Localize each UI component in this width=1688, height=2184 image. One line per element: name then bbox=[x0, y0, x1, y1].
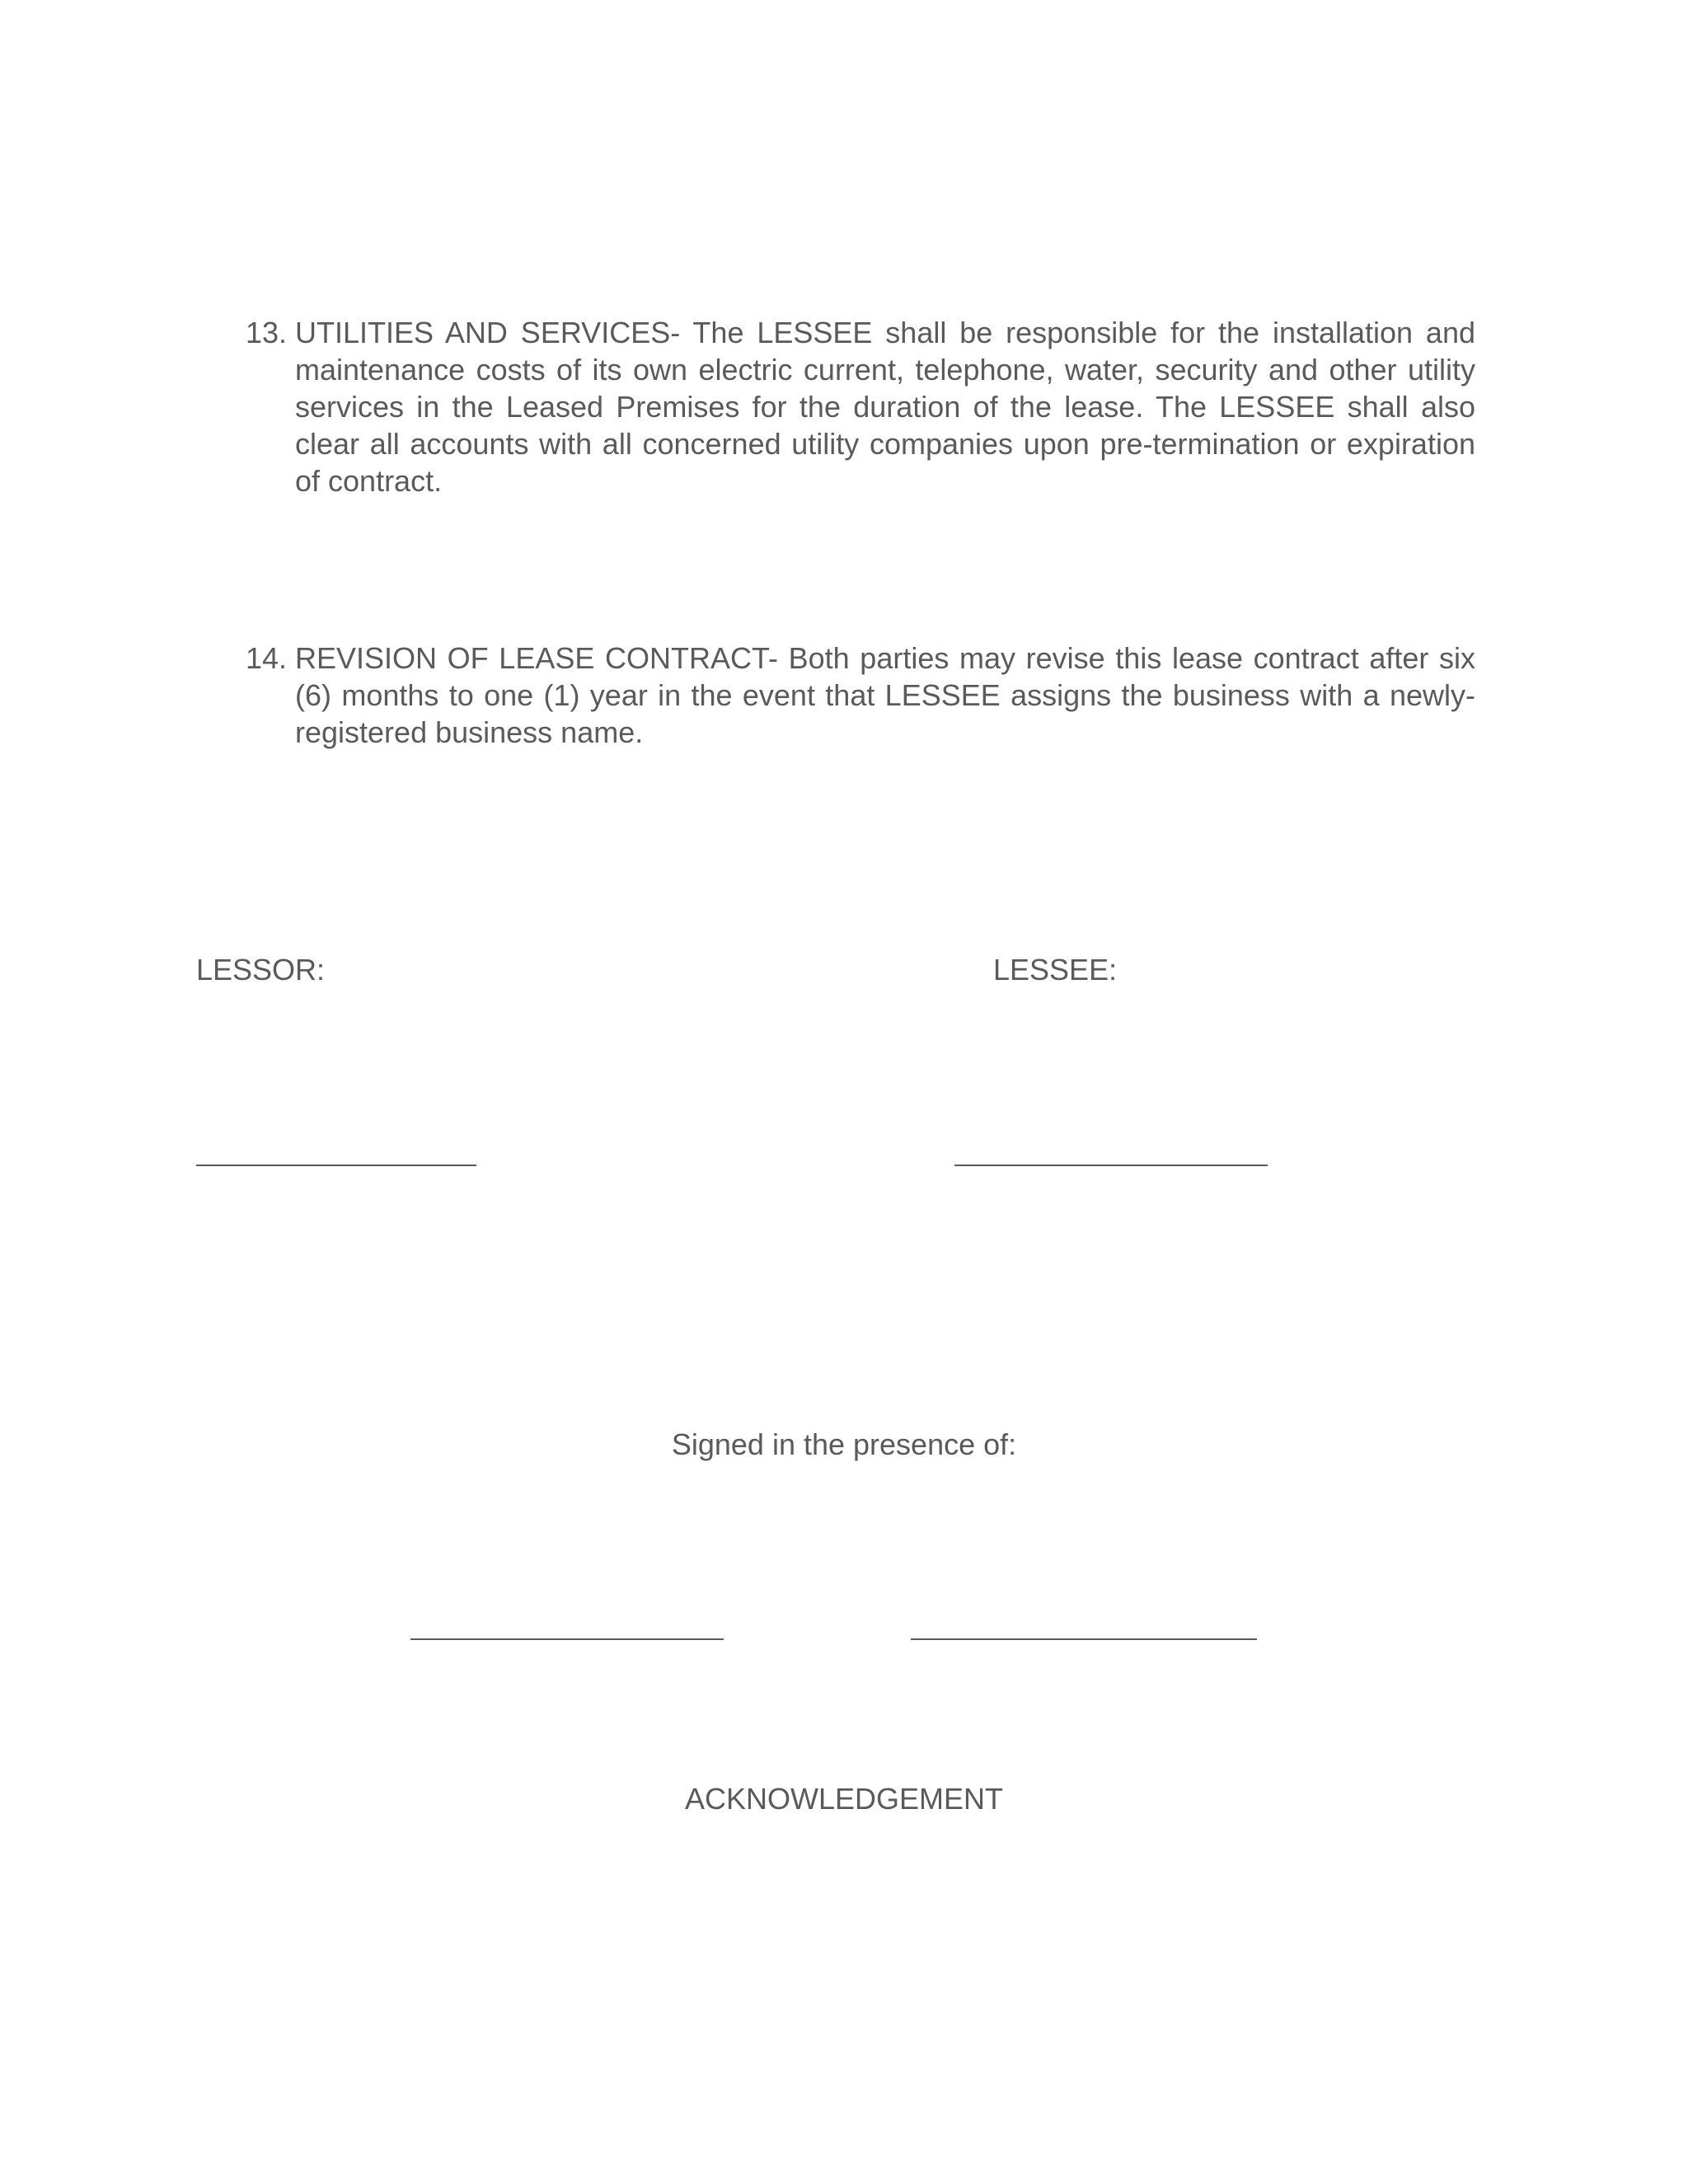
acknowledgement-heading: ACKNOWLEDGEMENT bbox=[684, 1782, 1004, 1816]
clause-number: 13. bbox=[246, 316, 288, 349]
lessor-label: LESSOR: bbox=[196, 953, 326, 987]
lessor-signature-line bbox=[196, 1165, 476, 1166]
witness-heading: Signed in the presence of: bbox=[671, 1427, 1017, 1461]
clause-text: REVISION OF LEASE CONTRACT- Both parties may revise this lease contract after six (6) months to one (1) year in the event that LESSEE assigns the business with a newly-registered business name. bbox=[295, 641, 1475, 749]
witness-signature-line bbox=[911, 1638, 1257, 1640]
clause-text: UTILITIES AND SERVICES- The LESSEE shall be responsible for the installation and maintenance costs of its own electric current, telephone, water, security and other utility services in the Leased Premises for the duration of the lease. The LESSEE shall also clear all accounts with all concerned utility companies upon pre-termination or expiration of contract. bbox=[295, 316, 1475, 498]
clause-utilities-and-services bbox=[246, 314, 1475, 499]
clause-revision-of-lease-contract bbox=[246, 640, 1475, 751]
lessee-label: LESSEE: bbox=[993, 953, 1118, 987]
witness-signature-line bbox=[410, 1638, 724, 1640]
lessee-signature-line bbox=[954, 1165, 1268, 1166]
clause-number: 14. bbox=[246, 641, 288, 675]
